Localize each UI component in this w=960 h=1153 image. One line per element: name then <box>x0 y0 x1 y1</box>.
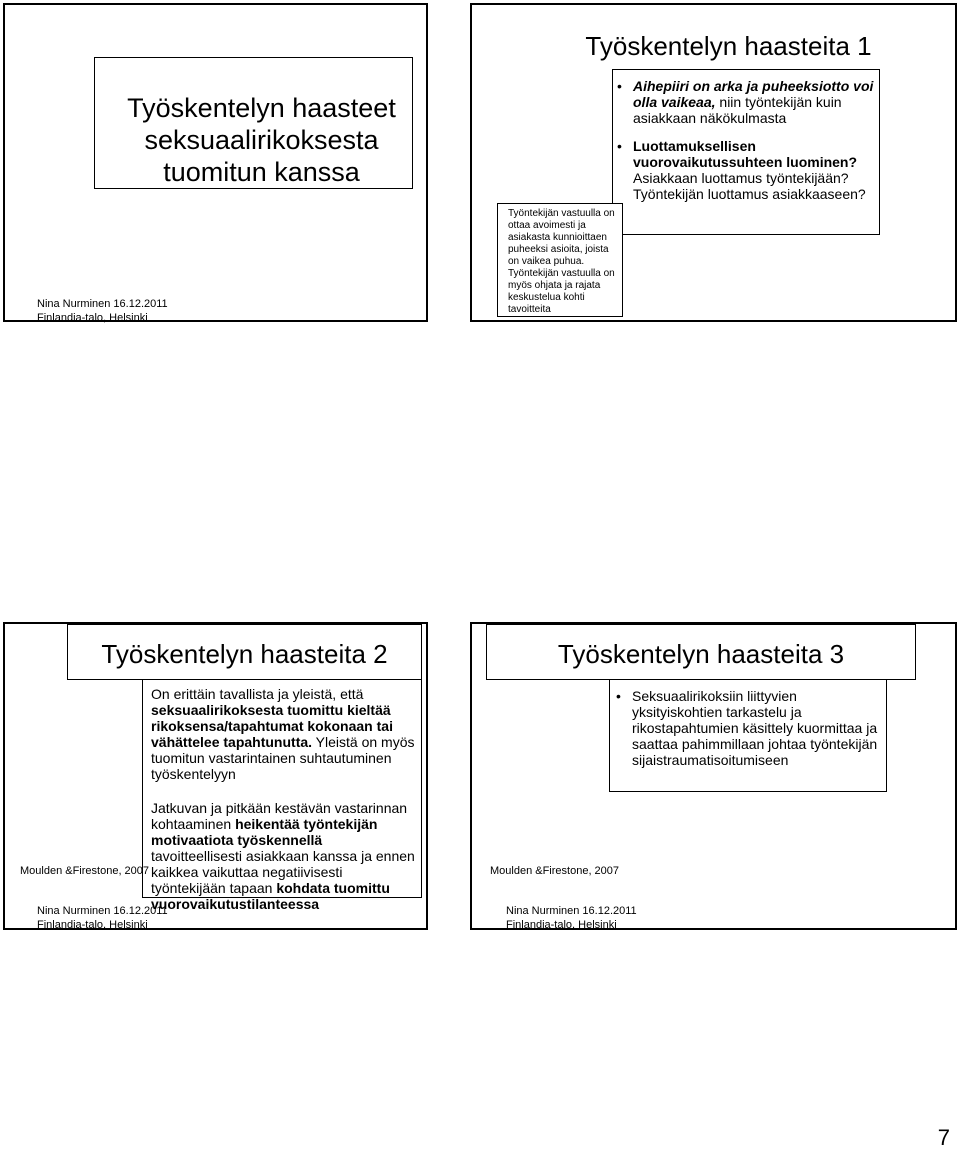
slide-3-paragraph-1 <box>151 686 417 782</box>
slide-4-source: Moulden &Firestone, 2007 <box>490 865 620 877</box>
slide-3-source: Moulden &Firestone, 2007 <box>20 865 150 877</box>
slide-1-title-box <box>94 57 413 189</box>
slide-1 <box>3 3 428 322</box>
slide-2-bullet-1-rest: niin työntekijän kuin asiakkaan näkökulmasta <box>633 94 842 126</box>
p2-lead: Jatkuvan ja pitkään kestävän vastarinnan kohtaaminen <box>151 800 408 832</box>
slide-4-bullet-1-text: Seksuaalirikoksiin liittyvien yksityiskohtien tarkastelu ja rikostapahtumien käsittely kuormittaa ja saattaa pahimmillaan johtaa työntekijän sijaistraumatisoitumiseen <box>632 688 878 768</box>
slide-2-bullet-2-rest: Asiakkaan luottamus työntekijään? Työntekijän luottamus asiakkaaseen? <box>633 170 866 202</box>
footer-place: Finlandia-talo, Helsinki <box>506 919 617 931</box>
slide-3-footer <box>37 904 168 932</box>
slide-3-body <box>151 686 417 912</box>
bullet-icon: • <box>617 78 622 94</box>
slide-2-content-box <box>612 69 880 235</box>
slide-3-content-box <box>142 680 422 912</box>
slide-2-bullet-1-bold: Aihepiiri on arka ja puheeksiotto voi olla vaikeaa, <box>633 78 874 110</box>
slide-2-note: Työntekijän vastuulla on ottaa avoimesti ja asiakasta kunnioittaen puheeksi asioita, joista on vaikea puhua. Työntekijän vastuulla on myös ohjata ja rajata keskustelua kohti tavoitteita <box>508 208 615 315</box>
slide-1-title: Työskentelyn haasteet seksuaalirikoksesta tuomitun kanssa <box>127 93 396 187</box>
footer-name: Nina Nurminen 16.12.2011 <box>37 298 168 310</box>
slide-4-title-box <box>486 624 916 680</box>
slide-3-title: Työskentelyn haasteita 2 <box>101 639 388 669</box>
slide-2-bullet-2-bold: Luottamuksellisen vuorovaikutussuhteen luominen? <box>633 138 858 170</box>
bullet-icon: • <box>616 688 621 704</box>
slide-2-bullets <box>617 78 875 202</box>
p2-mid: tavoitteellisesti asiakkaan kanssa ja ennen kaikkea vaikuttaa negatiivisesti työntekijään tapaan <box>151 848 415 896</box>
p1-rest: Yleistä on myös tuomitun vastarintainen suhtautuminen työskentelyyn <box>151 734 415 782</box>
slide-4-title: Työskentelyn haasteita 3 <box>557 639 845 669</box>
slide-1-footer <box>37 297 168 325</box>
p1-bold: seksuaalirikoksesta tuomittu kieltää rikoksensa/tapahtumat kokonaan tai vähättelee tapahtunutta. <box>151 702 393 750</box>
slide-4-bullet-1 <box>616 688 882 768</box>
page-number: 7 <box>937 1125 950 1150</box>
slide-4-footer <box>506 904 637 932</box>
slide-3 <box>3 622 428 930</box>
slide-4-bullets <box>616 688 882 768</box>
slide-3-paragraph-2 <box>151 800 417 912</box>
p1-lead: On erittäin tavallista ja yleistä, että <box>151 686 364 702</box>
slide-4-content-box <box>609 680 887 792</box>
slide-3-title-box <box>67 624 422 680</box>
footer-place: Finlandia-talo, Helsinki <box>37 312 148 324</box>
slide-2 <box>470 3 957 322</box>
slide-4 <box>470 622 957 930</box>
footer-name: Nina Nurminen 16.12.2011 <box>37 905 168 917</box>
footer-place: Finlandia-talo, Helsinki <box>37 919 148 931</box>
p2-bold-2: kohdata tuomittu vuorovaikutustilanteessa <box>151 880 390 912</box>
p2-bold-1: heikentää työntekijän motivaatiota työskennellä <box>151 816 378 848</box>
slide-2-title: Työskentelyn haasteita 1 <box>585 31 872 61</box>
bullet-icon: • <box>617 138 622 154</box>
slide-2-note-box <box>497 203 623 317</box>
footer-name: Nina Nurminen 16.12.2011 <box>506 905 637 917</box>
slide-2-bullet-2 <box>617 138 875 202</box>
slide-2-bullet-1 <box>617 78 875 126</box>
